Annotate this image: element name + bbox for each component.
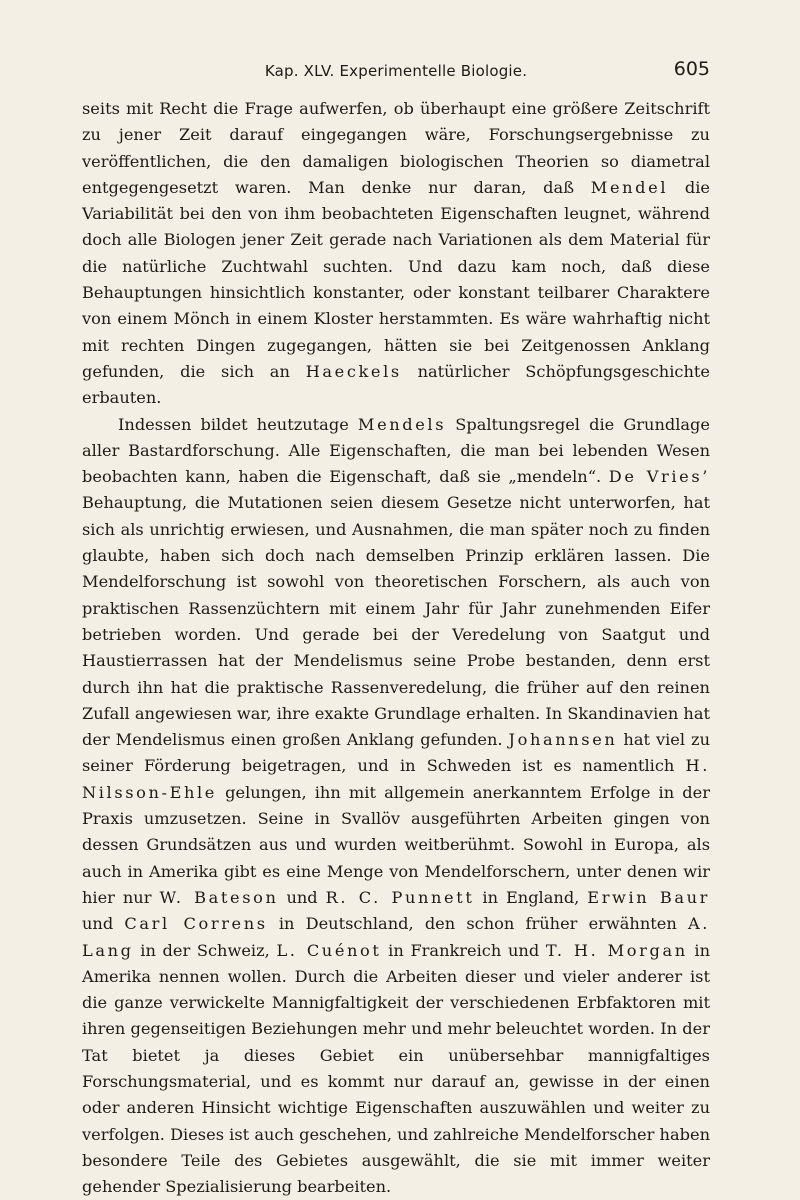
spaced-name: Carl Correns <box>124 914 268 934</box>
text-run: in Deutschland, den schon früher erwähnten <box>267 914 688 934</box>
text-run: in Amerika nennen wollen. Durch die Arbeiten dieser und vieler anderer ist die ganze verwickelte Mannigfaltigkeit der verschiedenen Erbfaktoren mit ihren gegenseitigen Beziehungen mehr und mehr beleuchtet worden. In der Tat bietet ja dieses Gebiet ein unübersehbar mannigfaltiges Forschungsmaterial, und es kommt nur darauf an, gewisse in der einen oder anderen Hinsicht wichtige Eigenschaften auszuwählen und weiter zu verfolgen. Dieses ist auch geschehen, und zahlreiche Mendelforscher haben besondere Teile des Gebietes ausgewählt, die sie mit immer weiter gehender Spezialisierung bearbeiten. <box>82 940 711 1197</box>
text-run: in Frankreich und <box>381 940 546 960</box>
text-run: und <box>278 887 326 907</box>
spaced-name: L. Cuénot <box>276 940 382 960</box>
chapter-title: Kap. XLV. Experimentelle Biologie. <box>264 62 528 80</box>
spaced-name: W. Bateson <box>159 887 279 907</box>
text-run: gelungen, ihn mit allgemein anerkanntem Erfolge in der Praxis umzusetzen. Seine in Svallöv ausgeführten Arbeiten gingen von dessen Grundsätzen aus und wurden weitberühmt. Sowohl in Europa, als auch in Amerika gibt es eine Menge von Mendelforschern, unter denen wir hier nur <box>82 782 710 907</box>
text-run: Spaltungsregel die Grundlage aller Bastardforschung. Alle Eigenschaften, die man bei lebenden Wesen beobachten kann, haben die Eigenschaft, daß sie „mendeln“. <box>82 414 711 487</box>
text-run: natürlicher Schöpfungsgeschichte erbauten. <box>82 361 710 408</box>
spaced-name: A. Lang <box>82 914 710 960</box>
spaced-name: H. Nilsson-Ehle <box>82 756 710 802</box>
running-header <box>82 58 710 88</box>
spaced-name: Johannsen <box>508 730 618 750</box>
text-run: Indessen bildet heutzutage <box>118 414 358 434</box>
paragraph <box>82 412 710 1200</box>
paragraph <box>82 96 710 412</box>
spaced-name: T. H. Morgan <box>545 940 688 960</box>
text-run: Behauptung, die Mutationen seien diesem Gesetze nicht unterworfen, hat sich als unrichtig erwiesen, und Ausnahmen, die man später noch zu finden glaubte, haben sich doch nach demselben Prinzip erklären lassen. Die Mendelforschung ist sowohl von theoretischen Forschern, als auch von praktischen Rassenzüchtern mit einem Jahr für Jahr zunehmenden Eifer betrieben worden. Und gerade bei der Veredelung von Saatgut und Haustierrassen hat der Mendelismus seine Probe bestanden, denn erst durch ihn hat die praktische Rassenveredelung, die früher auf den reinen Zufall angewiesen war, ihre exakte Grundlage erhalten. In Skandinavien hat der Mendelismus einen großen Anklang gefunden. <box>82 493 710 750</box>
text-run: seits mit Recht die Frage aufwerfen, ob überhaupt eine größere Zeitschrift zu jener Zeit darauf eingegangen wäre, Forschungsergebnisse zu veröffentlichen, die den damaligen biologischen Theorien so diametral entgegengesetzt waren. Man denke nur daran, daß <box>82 99 710 197</box>
spaced-name: Mendels <box>357 414 447 434</box>
text-run: die Variabilität bei den von ihm beobachteten Eigenschaften leugnet, während doch alle Biologen jener Zeit gerade nach Variationen als dem Material für die natürliche Zuchtwahl suchten. Und dazu kam noch, daß diese Behauptungen hinsichtlich konstanter, oder konstant teilbarer Charaktere von einem Mönch in einem Kloster herstammten. Es wäre wahrhaftig nicht mit rechten Dingen zugegangen, hätten sie bei Zeitgenossen Anklang gefunden, die sich an <box>82 177 711 381</box>
spaced-name: R. C. Punnett <box>325 887 475 907</box>
body-text <box>82 96 710 1200</box>
text-run: und <box>82 914 125 934</box>
page-number: 605 <box>673 58 710 80</box>
spaced-name: Mendel <box>590 177 669 197</box>
text-run: in der Schweiz, <box>133 940 277 960</box>
text-run: hat viel zu seiner Förderung beigetragen, und in Schweden ist es namentlich <box>82 730 710 776</box>
spaced-name: De Vries’ <box>608 467 711 487</box>
spaced-name: Erwin Baur <box>587 887 710 907</box>
spaced-name: Haeckels <box>305 361 402 381</box>
text-run: in England, <box>474 887 588 907</box>
